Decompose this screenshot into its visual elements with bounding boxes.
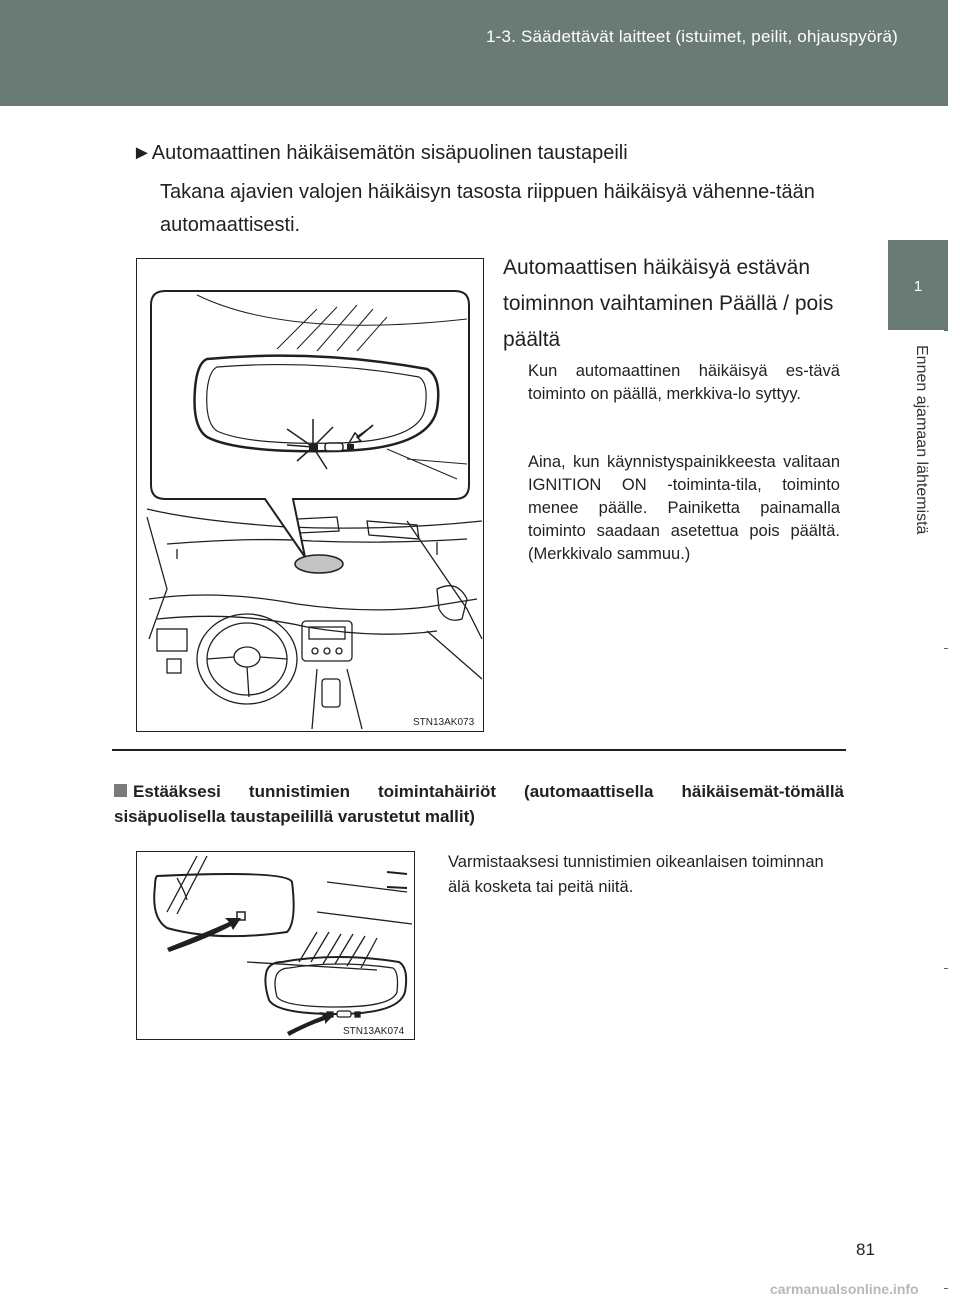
sensor-drawing <box>137 852 415 1040</box>
rearview-mirror <box>195 356 439 452</box>
chapter-number: 1 <box>913 278 923 295</box>
section-body: Takana ajavien valojen häikäisyn tasosta riippuen häikäisyä vähenne-tään automaattisesti. <box>160 181 815 236</box>
paragraph-ignition: Aina, kun käynnistyspainikkeesta valitaan IGNITION ON -toiminta-tila, toiminto menee päälle. Painiketta painamalla toiminto saadaan asetettua pois päältä. (Merkkivalo sammuu.) <box>528 453 840 563</box>
mirror-location <box>295 555 343 573</box>
mirror-cabin-illustration <box>136 258 484 732</box>
chapter-tab <box>888 240 948 330</box>
cabin-drawing <box>137 259 484 732</box>
figure-code: STN13AK074 <box>343 1026 405 1037</box>
front-sensor-arrow-icon <box>167 918 241 952</box>
bullet-triangle-icon: ► <box>132 142 152 164</box>
edge-tick <box>944 648 948 649</box>
edge-tick <box>944 330 948 331</box>
edge-tick <box>944 1288 948 1289</box>
edge-tick <box>944 968 948 969</box>
note-heading-text: Estääksesi tunnistimien toimintahäiriöt (automaattisella häikäisemät-tömällä sisäpuolisella taustapeilillä varustetut mallit) <box>114 782 844 826</box>
header-bar <box>0 0 948 106</box>
page-number: 81 <box>856 1240 875 1259</box>
section-title-text: Automaattinen häikäisemätön sisäpuolinen taustapeili <box>151 142 628 164</box>
figure-code: STN13AK073 <box>413 717 475 728</box>
chapter-title: 1-3. Säädettävät laitteet (istuimet, peilit, ohjauspyörä) <box>485 27 898 46</box>
chapter-label: Ennen ajamaan lähtemistä <box>913 345 930 535</box>
paragraph-indicator: Kun automaattinen häikäisyä es-tävä toiminto on päällä, merkkiva-lo syttyy. <box>528 362 840 403</box>
sensor-illustration <box>136 851 415 1040</box>
note-heading <box>114 779 844 829</box>
section-title <box>132 142 628 165</box>
section-divider <box>112 749 846 751</box>
rear-sensor-arrow-icon <box>287 1012 335 1036</box>
note-body: Varmistaaksesi tunnistimien oikeanlaisen toiminnan älä kosketa tai peitä niitä. <box>448 853 824 896</box>
square-bullet-icon <box>114 784 127 797</box>
switch-button-icon[interactable] <box>325 443 343 451</box>
figure-caption-title: Automaattisen häikäisyä estävän toiminnon vaihtaminen Päällä / pois päältä <box>503 256 834 351</box>
watermark: carmanualsonline.info <box>770 1281 919 1297</box>
sensor-icon <box>347 444 354 450</box>
